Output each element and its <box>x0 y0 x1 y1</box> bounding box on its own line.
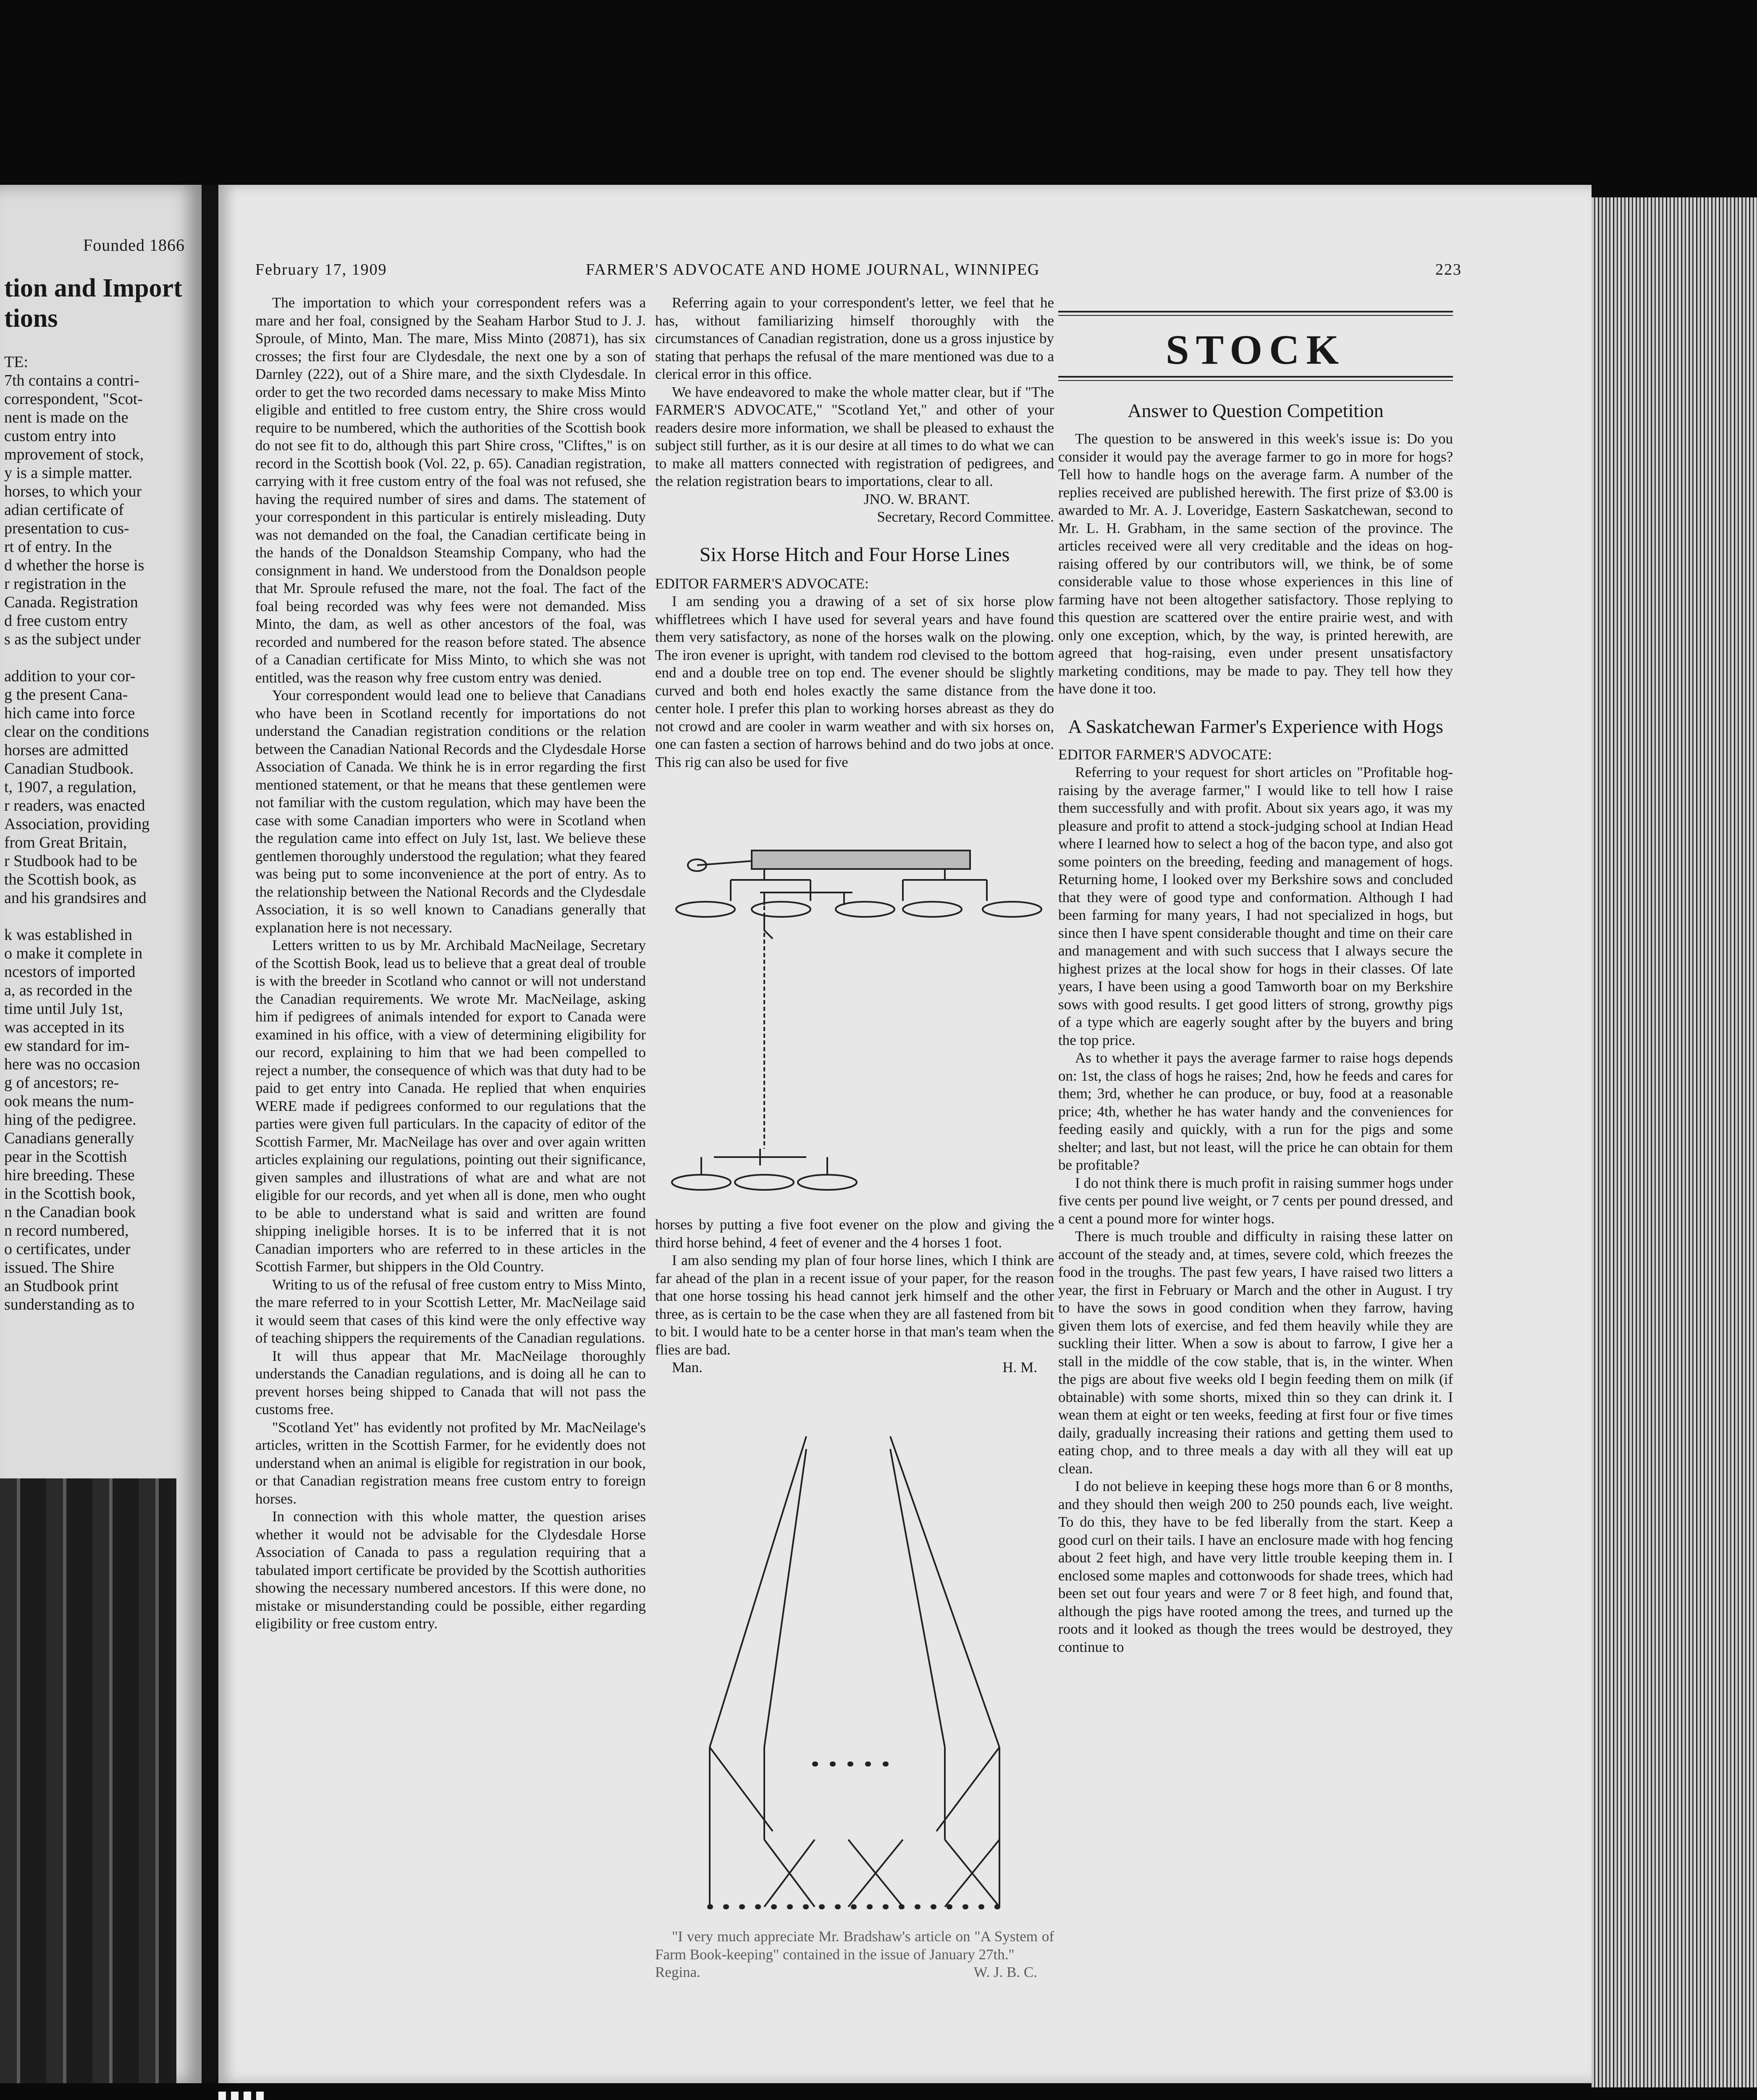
quote-signoff <box>655 1964 1054 1982</box>
heading: Answer to Question Competition <box>1128 400 1384 421</box>
paragraph: I do not think there is much profit in raising summer hogs under five cents per pound live weight, or 7 cents per pound dressed, and a cent a pound more for winter hogs. <box>1058 1174 1453 1227</box>
paragraph: The question to be answered in this week's issue is: Do you consider it would pay the average farmer to go in more for hogs? Tell how to handle hogs on the average farm. A number of the replies received are published herewith. The first prize of $3.00 is awarded to Mr. A. J. Loveridge, Eastern Saskatchewan, second to Mr. L. H. Grabham, in the same section of the province. The articles received were all very creditable and the ideas on hog-raising offered by our contributors will, we think, be of some considerable value to those whose experiences in this line of farming have not been altogether satisfactory. Those replying to this question are scattered over the entire prairie west, and with only one exception, which, by the way, is printed herewith, are agreed that hog-raising, even under present unsatisfactory marketing conditions, may be made to pay. They tell how they have done it too. <box>1058 430 1453 697</box>
singletree <box>903 902 962 917</box>
heading: A Saskatchewan Farmer's Experience with Hogs <box>1068 715 1443 737</box>
line-rein <box>890 1436 999 1747</box>
evener-bar <box>752 850 970 869</box>
book-gutter <box>202 185 218 2083</box>
signature-title: Secretary, Record Committee. <box>877 509 1054 525</box>
quote-initials: W. J. B. C. <box>973 1964 1037 1980</box>
sign-place: Man. <box>672 1359 703 1376</box>
sign-initials: H. M. <box>1002 1359 1037 1376</box>
six-horse-hitch-drawing <box>668 846 1046 1216</box>
paragraph: I am also sending my plan of four horse lines, which I think are far ahead of the plan in a recent issue of your paper, for the reason that one horse tossing his head cannot jerk himself and the other three, as is certain to be the case when they are all fastened from bit to bit. I would hate to be a center horse in that man's team when the flies are bad. <box>655 1252 1054 1358</box>
paragraph: I am sending you a drawing of a set of six horse plow whiffletrees which I have used for several years and have found them very satisfactory, as none of the horses walk on the plowing. The iron evener is upright, with tandem rod clevised to the bottom end and a double tree on top end. The evener should be slightly curved and both end holes exactly the same distance from the center hole. I prefer this plan to working horses abreast as they do not crowd and are cooler in warm weather and with six horses on, one can fasten a section of harrows behind and do two jobs at once. This rig can also be used for five <box>655 593 1054 770</box>
line-rein <box>710 1436 806 1747</box>
paragraph: It will thus appear that Mr. MacNeilage thoroughly understands the Canadian regulations, and is doing all he can to prevent horses being shipped to Canada that will not pass the customs free. <box>255 1347 646 1418</box>
paragraph: "Scotland Yet" has evidently not profited by Mr. MacNeilage's articles, written in the Scottish Farmer, for he evidently does not understand when an animal is eligible for registration in our book, or that Canadian registration means free custom entry to foreign horses. <box>255 1419 646 1507</box>
singletree <box>798 1175 857 1190</box>
paragraph: horses by putting a five foot evener on the plow and giving the third horse behind, 4 feet of evener and the 4 horses 1 foot. <box>655 1216 1054 1251</box>
column-1 <box>255 294 646 1633</box>
quote-text: "I very much appreciate Mr. Bradshaw's article on "A System of Farm Book-keeping" contained in the issue of January 27th." <box>655 1928 1054 1963</box>
left-title-line: tion and Import <box>4 274 182 302</box>
stock-section-banner <box>1058 302 1453 386</box>
signature-name: JNO. W. BRANT. <box>863 491 970 507</box>
four-horse-lines-drawing <box>668 1428 1046 1924</box>
singletree <box>752 902 810 917</box>
salutation: EDITOR FARMER'S ADVOCATE: <box>655 575 869 592</box>
journal-title: FARMER'S ADVOCATE AND HOME JOURNAL, WINNIPEG <box>586 261 1040 278</box>
left-title-line: tions <box>4 304 58 333</box>
section-title: STOCK <box>1165 326 1346 373</box>
left-page <box>0 185 202 2083</box>
issue-date: February 17, 1909 <box>255 261 387 278</box>
left-page-text: TE: 7th contains a contri- correspondent, "Scot- nent is made on the custom entry into mprovement of stock, y is a simple matter. horses, to which your adian certificate of presentation to cus- rt of entry. In the d whether the horse is r registration in the Canada. Registration d free custom entry s as the subject under addition to your cor- g the present Cana- hich came into force clear on the conditions horses are admitted Canadian Studbook. t, 1907, a regulation, r readers, was enacted Association, providing from Great Britain, r Studbook had to be the Scottish book, as and his grandsires and k was established in o make it complete in ncestors of imported a, as recorded in the time until July 1st, was accepted in its ew standard for im- here was no occasion g of ancestors; re- ook means the num- hing of the pedigree. Canadians generally pear in the Scottish hire breeding. These in the Scottish book, n the Canadian book n record numbered, o certificates, under issued. The Shire an Studbook print sunderstanding as to <box>4 353 150 1313</box>
signoff <box>655 1359 1054 1377</box>
paragraph: Letters written to us by Mr. Archibald MacNeilage, Secretary of the Scottish Book, lead us to believe that a great deal of trouble is with the breeder in Scotland who cannot or will not understand the Canadian requirements. We wrote Mr. MacNeilage, asking him if pedigrees of animals intended for export to Canada were examined in his office, with a view of determining eligibility for our record, explaining to him that we had been compelled to reject a number, the consequence of which was that duty had to be paid to get entry into Canada. He replied that when enquiries WERE made if pedigrees conformed to our regulations that the parties were given full particulars. In the capacity of editor of the Scottish Farmer, Mr. MacNeilage has over and over again written articles explaining our regulations, pointing out their significance, given samples and illustrations of what are and what are not eligible for our records, and yet when all is done, men who ought to be able to understand what is said and written are found shipping ineligible horses. It is to be inferred that it is not Canadian importers who are referred to in these articles in the Scottish Farmer, but shippers in the Old Country. <box>255 937 646 1275</box>
paragraph: There is much trouble and difficulty in raising these latter on account of the steady and, at times, severe cold, which freezes the food in the troughs. The past few years, I have raised two litters a year, the first in February or March and the other in August. I try to have the sows in good condition when they farrow, having given them lots of exercise, and fed them heavily while they are suckling their litter. When a sow is about to farrow, I give her a stall in the middle of the cow stable, that is, in the winter. When the pigs are about five weeks old I begin feeding them on milk (if obtainable) with some shorts, mixed thin so they can drink it. I wean them at eight or ten weeks, feeding at first four or five times daily, gradually increasing their rations and getting them used to eating chop, and to three meals a day with all they will eat up clean. <box>1058 1228 1453 1477</box>
rule <box>1058 380 1453 381</box>
paragraph: I do not believe in keeping these hogs more than 6 or 8 months, and they should then weigh 200 to 250 pounds each, live weight. To do this, they have to be fed liberally from the start. Keep a good curl on their tails. I have an enclosure made with hog fencing about 2 feet high, and have very little trouble keeping them in. I enclosed some maples and cottonwoods for shade trees, which had been set out four years and were 7 or 8 feet high, and found that, although the pigs have rooted among the trees, and turned up the roots and it looked as though the trees would be destroyed, they continue to <box>1058 1478 1453 1655</box>
paragraph: In connection with this whole matter, the question arises whether it would not be advisable for the Clydesdale Horse Association of Canada to pass a regulation requiring that a tabulated import certificate be provided by the Scottish authorities showing the necessary numbered ancestors. If this were done, no mistake or misunderstanding could be possible, either regarding eligibility or free custom entry. <box>255 1508 646 1632</box>
singletree <box>672 1175 731 1190</box>
salutation: EDITOR FARMER'S ADVOCATE: <box>1058 746 1272 763</box>
page-number: 223 <box>1435 261 1462 278</box>
article-title: Six Horse Hitch and Four Horse Lines <box>699 543 1010 566</box>
column-3 <box>1058 391 1453 1656</box>
binding-tabs <box>218 2092 265 2100</box>
paragraph: As to whether it pays the average farmer to raise hogs depends on: 1st, the class of hogs he raises; 2nd, how he feeds and cares for them; 3rd, whether he can produce, or buy, food at a reasonable price; 4th, whether he has water handy and the conveniences for feeding easily and quickly, with a run for the pigs and some shelter; and last, but not least, will the price he can obtain for them be profitable? <box>1058 1050 1453 1173</box>
paragraph: We have endeavored to make the whole matter clear, but if "The FARMER'S ADVOCATE," "Scotland Yet," and other of your readers desire more information, we shall be pleased to exhaust the subject still further, as it is our desire at all times to do what we can to make all matters connected with registration of pedigrees, and the relation registration bears to importations, clear to all. <box>655 383 1054 489</box>
horse-photo <box>0 1478 176 2083</box>
column-2-continued <box>655 1216 1054 1377</box>
column-2 <box>655 294 1054 771</box>
quote-place: Regina. <box>655 1964 700 1980</box>
paragraph: Referring again to your correspondent's letter, we feel that he has, without familiarizing himself thoroughly with the circumstances of Canadian registration, done us a gross injustice by stating that perhaps the refusal of the mare mentioned was due to a clerical error in this office. <box>655 294 1054 382</box>
page-edges <box>1592 197 1757 2087</box>
paragraph: The importation to which your correspondent refers was a mare and her foal, consigned by the Seaham Harbor Stud to J. J. Sproule, of Minto, Man. The mare, Miss Minto (20871), has six crosses; the first four are Clydesdale, the next one by a son of Darnley (222), out of a Shire mare, and the sixth Clydesdale. In order to get the two recorded dams necessary to make Miss Minto eligible and entitled to free custom entry, the Shire cross would require to be numbered, which the authorities of the Scottish book do not see fit to do, although this part Shire cross, "Cliftes," is on record in the Scottish book (Vol. 22, p. 65). Canadian registration, carrying with it free custom entry of the foal was not refused, she having the required number of sires and dams. The statement of your correspondent in this particular is entirely misleading. Duty was not demanded on the foal, the Canadian certificate being in the hands of the Donaldson Steamship Company, who had the consignment in hand. We understood from the Donaldson people that Mr. Sproule refused the mare, not the foal. The fact of the foal being recorded was why fees were not demanded. Miss Minto, the dam, as well as other ancestors of the foal, was recorded and numbered for the reason before stated. The absence of a Canadian certificate for Miss Minto, to which she was not entitled, was the reason why free custom entry was denied. <box>255 294 646 686</box>
paragraph: Referring to your request for short articles on "Profitable hog-raising by the average farmer," I would like to tell how I raise them successfully and with profit. About six years ago, it was my pleasure and profit to attend a stock-judging school at Indian Head where I learned how to select a hog of the bacon type, and also got some pointers on the breeding, feeding and management of hogs. Returning home, I looked over my Berkshire sows and concluded that they were of good type and conformation. Although I had been farming for many years, I had not specialized in hogs, but since then I have spent considerable thought and time on their care and management and with such success that I always secure the highest prizes at the local show for hogs in their classes. Of late years, I have been using a good Tamworth boar on my Berkshire sows with good results. I get good litters of strong, growthy pigs of a type which are eagerly sought after by the buyers and bring the top price. <box>1058 764 1453 1048</box>
rule <box>1058 311 1453 312</box>
singletree <box>676 902 735 917</box>
paragraph: Your correspondent would lead one to believe that Canadians who have been in Scotland recently for importations do not understand the Canadian registration conditions or the relation between the Canadian National Records and the Clydesdale Horse Association of Canada. We think he is in error regarding the first mentioned statement, or that he means that these gentlemen were not familiar with the custom regulation, which may have been the case with some Canadian importers who were in Scotland when the regulation came into effect on July 1st, last. We believe these gentlemen thoroughly understood the regulation; what they feared was being put to some inconvenience at the port of entry. As to the relationship between the National Records and the Clydesdale Association, it is so well known to Canadians generally that explanation here is not necessary. <box>255 687 646 936</box>
singletree <box>983 902 1041 917</box>
left-page-title <box>4 273 182 333</box>
singletree <box>735 1175 794 1190</box>
rule <box>1058 315 1453 316</box>
left-page-header: Founded 1866 <box>83 236 185 255</box>
reader-quote <box>655 1928 1054 1982</box>
rule <box>1058 376 1453 378</box>
paragraph: Writing to us of the refusal of free custom entry to Miss Minto, the mare referred to in your Scottish Letter, Mr. MacNeilage said it would seem that cases of this kind were the only effective way of teaching shippers the requirements of the Canadian regulations. <box>255 1276 646 1346</box>
